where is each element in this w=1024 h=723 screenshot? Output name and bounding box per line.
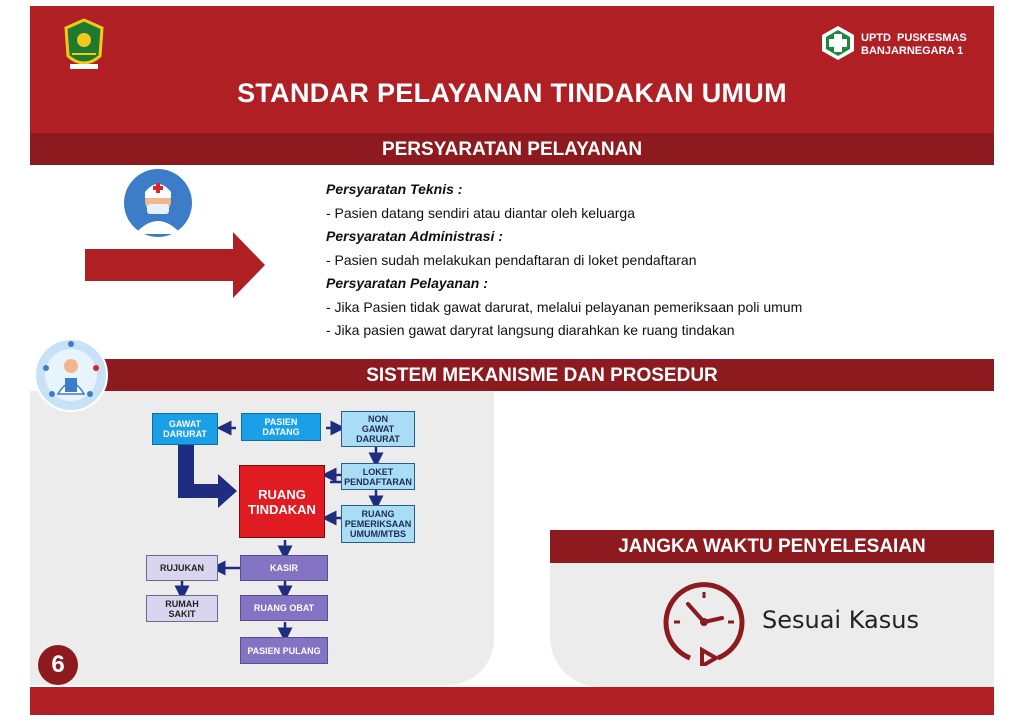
- section-title-requirements: PERSYARATAN PELAYANAN: [30, 133, 994, 165]
- flow-ruang-pemeriksaan: RUANG PEMERIKSAAN UMUM/MTBS: [341, 505, 415, 543]
- flow-gawat-darurat: GAWAT DARURAT: [152, 413, 218, 445]
- req-heading-administrasi: Persyaratan Administrasi :: [326, 228, 503, 244]
- section-title-procedure: SISTEM MEKANISME DAN PROSEDUR: [90, 359, 994, 391]
- flow-loket-pendaftaran: LOKET PENDAFTARAN: [341, 463, 415, 490]
- page-title: STANDAR PELAYANAN TINDAKAN UMUM: [237, 78, 787, 108]
- requirements-list: [326, 178, 802, 343]
- org-name-line2: BANJARNEGARA 1: [861, 45, 964, 57]
- req-item-teknis: - Pasien datang sendiri atau diantar oleh keluarga: [326, 204, 635, 221]
- flow-pasien-pulang: PASIEN PULANG: [240, 637, 328, 664]
- flow-ruang-obat: RUANG OBAT: [240, 595, 328, 621]
- section-title-duration: JANGKA WAKTU PENYELESAIAN: [550, 530, 994, 563]
- medical-circle-icon: [32, 338, 110, 412]
- nurse-icon: [123, 168, 193, 238]
- page-number-badge: 6: [38, 645, 78, 685]
- req-heading-teknis: Persyaratan Teknis :: [326, 181, 463, 197]
- req-item-pelayanan-2: - Jika pasien gawat daryrat langsung diarahkan ke ruang tindakan: [326, 322, 735, 338]
- req-item-administrasi: - Pasien sudah melakukan pendaftaran di loket pendaftaran: [326, 251, 697, 268]
- flow-rujukan: RUJUKAN: [146, 555, 218, 581]
- flow-non-gawat-darurat: NON GAWAT DARURAT: [341, 411, 415, 447]
- org-name-line1: UPTD PUSKESMAS: [861, 32, 967, 44]
- duration-value: Sesuai Kasus: [762, 606, 919, 634]
- footer-banner: [30, 687, 994, 715]
- clock-icon: [660, 578, 748, 666]
- puskesmas-logo-icon: [820, 25, 856, 61]
- org-name: [861, 32, 967, 58]
- flow-kasir: KASIR: [240, 555, 328, 581]
- flow-pasien-datang: PASIEN DATANG: [241, 413, 321, 441]
- req-heading-pelayanan: Persyaratan Pelayanan :: [326, 275, 488, 291]
- flow-rumah-sakit: RUMAH SAKIT: [146, 595, 218, 622]
- right-arrow-icon: [85, 232, 267, 298]
- flow-ruang-tindakan: RUANG TINDAKAN: [239, 465, 325, 538]
- req-item-pelayanan: - Jika Pasien tidak gawat darurat, melalui pelayanan pemeriksaan poli umum: [326, 298, 803, 315]
- coat-of-arms-logo: [62, 18, 106, 72]
